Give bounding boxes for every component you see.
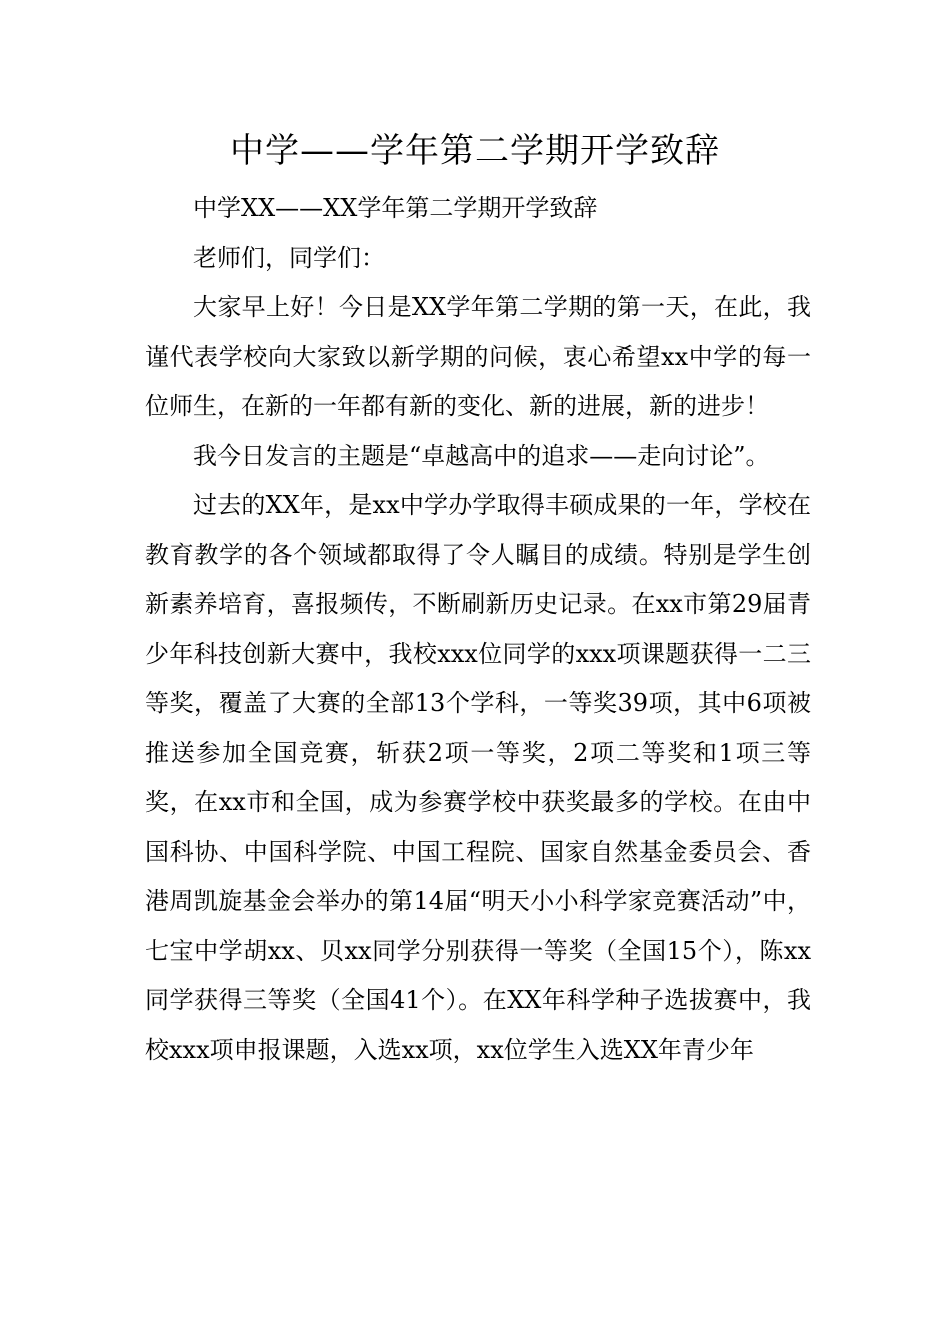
greeting-paragraph: 老师们，同学们： bbox=[193, 243, 385, 272]
document-title: 中学——学年第二学期开学致辞 bbox=[230, 131, 720, 171]
opening-paragraph: 大家早上好！今日是XX学年第二学期的第一天，在此，我谨代表学校向大家致以新学期的问候，衷心希望xx中学的每一位师生，在新的一年都有新的变化、新的进展，新的进步！ bbox=[145, 293, 811, 420]
theme-paragraph: 我今日发言的主题是“卓越高中的追求——走向讨论”。 bbox=[193, 441, 770, 470]
subtitle-paragraph: 中学XX——XX学年第二学期开学致辞 bbox=[193, 194, 598, 222]
document-body bbox=[145, 184, 811, 1075]
achievements-paragraph: 过去的XX年，是xx中学办学取得丰硕成果的一年，学校在教育教学的各个领域都取得了令人瞩目的成绩。特别是学生创新素养培育，喜报频传，不断刷新历史记录。在xx市第29届青少年科技创新大赛中，我校xxx位同学的xxx项课题获得一二三等奖，覆盖了大赛的全部13个学科，一等奖39项，其中6项被推送参加全国竞赛，斩获2项一等奖，2项二等奖和1项三等奖，在xx市和全国，成为参赛学校中获奖最多的学校。在由中国科协、中国科学院、中国工程院、国家自然基金委员会、香港周凯旋基金会举办的第14届“明天小小科学家竞赛活动”中，七宝中学胡xx、贝xx同学分别获得一等奖（全国15个），陈xx同学获得三等奖（全国41个）。在XX年科学种子选拔赛中，我校xxx项申报课题，入选xx项，xx位学生入选XX年青少年 bbox=[145, 491, 811, 1064]
